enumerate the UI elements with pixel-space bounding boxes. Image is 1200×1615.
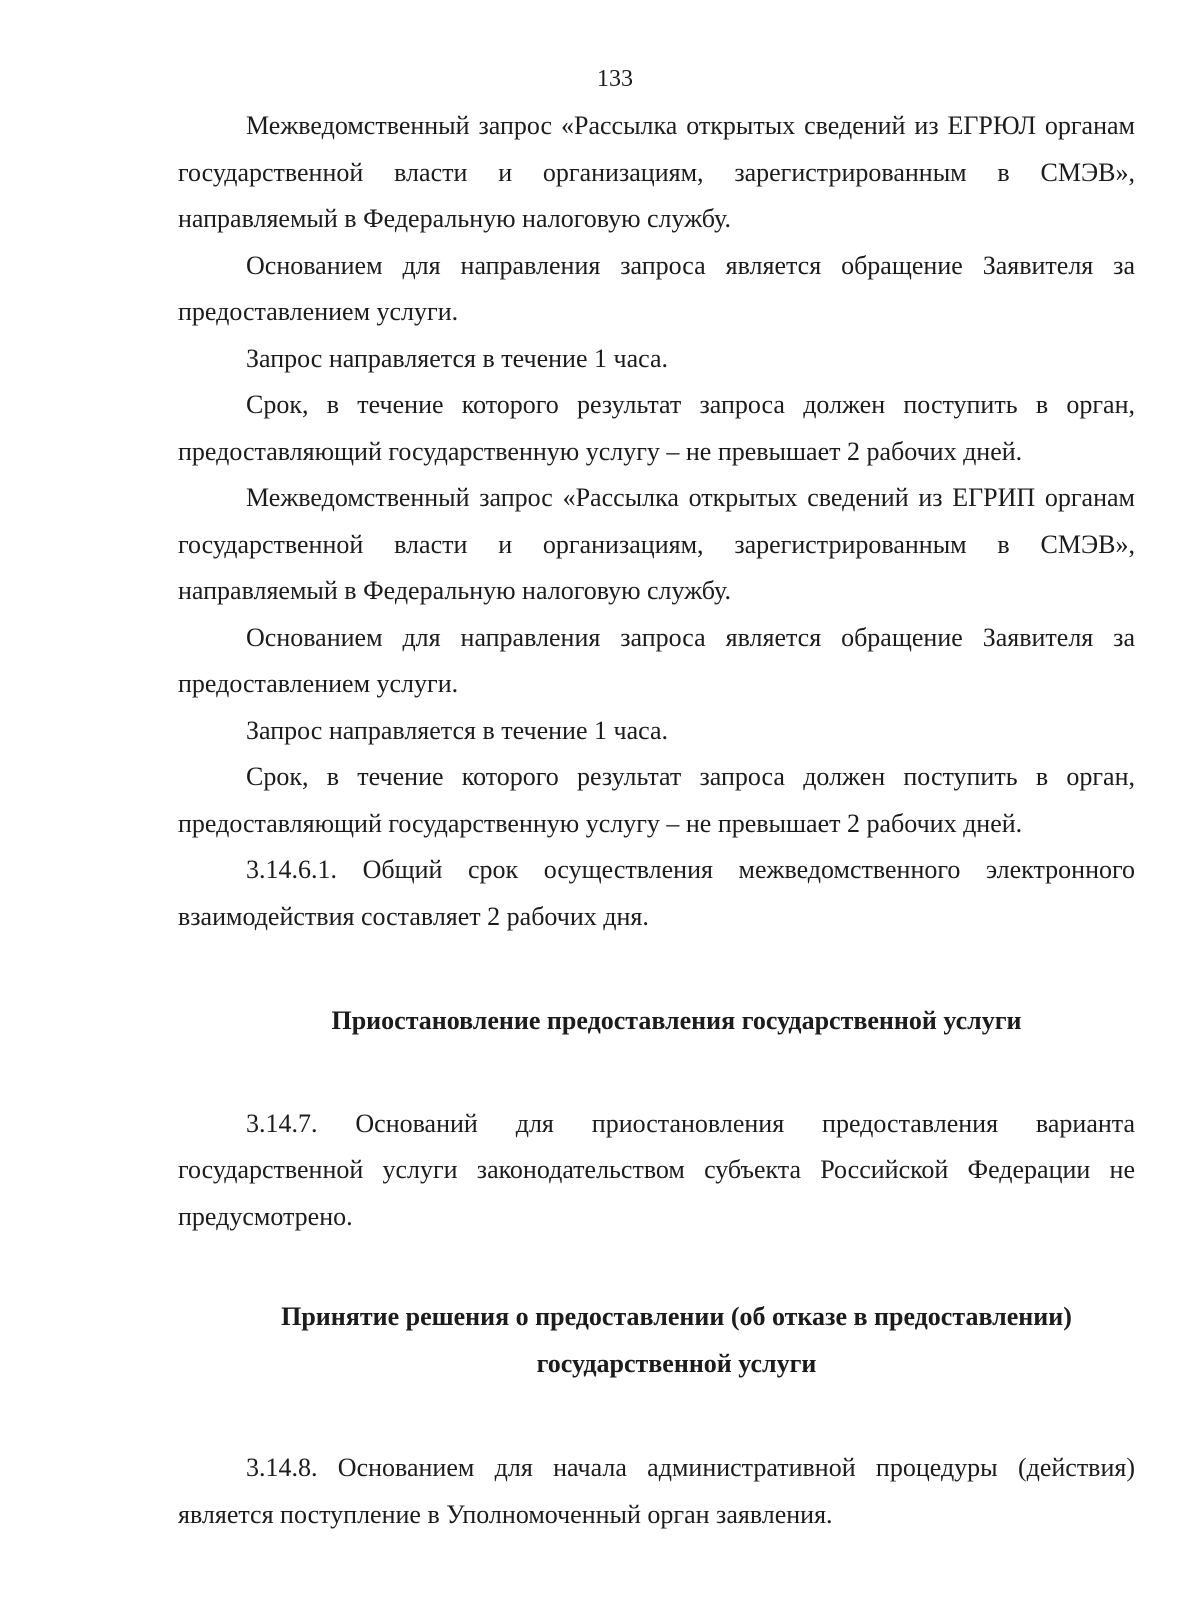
paragraph-request-basis: Основанием для направления запроса является обращение Заявителя за предоставлением услуги. bbox=[178, 250, 1135, 326]
paragraph-3-14-7: 3.14.7. Оснований для приостановления предоставления варианта государственной услуги законодательством субъекта Российской Федерации не предусмотрено. bbox=[178, 1108, 1135, 1231]
section-heading-suspension: Приостановление предоставления государственной услуги bbox=[331, 1006, 1022, 1035]
paragraph-request-timing: Запрос направляется в течение 1 часа. bbox=[246, 715, 669, 745]
section-heading-decision-line1: Принятие решения о предоставлении (об отказе в предоставлении) bbox=[281, 1302, 1072, 1331]
paragraph-3-14-8: 3.14.8. Основанием для начала административной процедуры (действия) является поступление в Уполномоченный орган заявления. bbox=[178, 1453, 1135, 1529]
paragraph-egrip-request: Межведомственный запрос «Рассылка открытых сведений из ЕГРИП органам государственной власти и организациям, зарегистрированным в СМЭВ», направляемый в Федеральную налоговую службу. bbox=[178, 483, 1135, 605]
paragraph-response-deadline: Срок, в течение которого результат запроса должен поступить в орган, предоставляющий государственную услугу – не превышает 2 рабочих дней. bbox=[178, 390, 1135, 466]
section-heading-decision-line2: государственной услуги bbox=[536, 1348, 817, 1378]
page-number: 133 bbox=[597, 66, 633, 92]
paragraph-3-14-6-1: 3.14.6.1. Общий срок осуществления межведомственного электронного взаимодействия составляет 2 рабочих дня. bbox=[178, 855, 1135, 931]
paragraph-egrul-request: Межведомственный запрос «Рассылка открытых сведений из ЕГРЮЛ органам государственной власти и организациям, зарегистрированным в СМЭВ», направляемый в Федеральную налоговую службу. bbox=[178, 111, 1135, 233]
paragraph-response-deadline: Срок, в течение которого результат запроса должен поступить в орган, предоставляющий государственную услугу – не превышает 2 рабочих дней. bbox=[178, 762, 1135, 838]
paragraph-request-timing: Запрос направляется в течение 1 часа. bbox=[246, 343, 669, 373]
paragraph-request-basis: Основанием для направления запроса является обращение Заявителя за предоставлением услуги. bbox=[178, 622, 1135, 698]
section-heading-decision bbox=[178, 1294, 1135, 1387]
document-body bbox=[178, 103, 1135, 1538]
